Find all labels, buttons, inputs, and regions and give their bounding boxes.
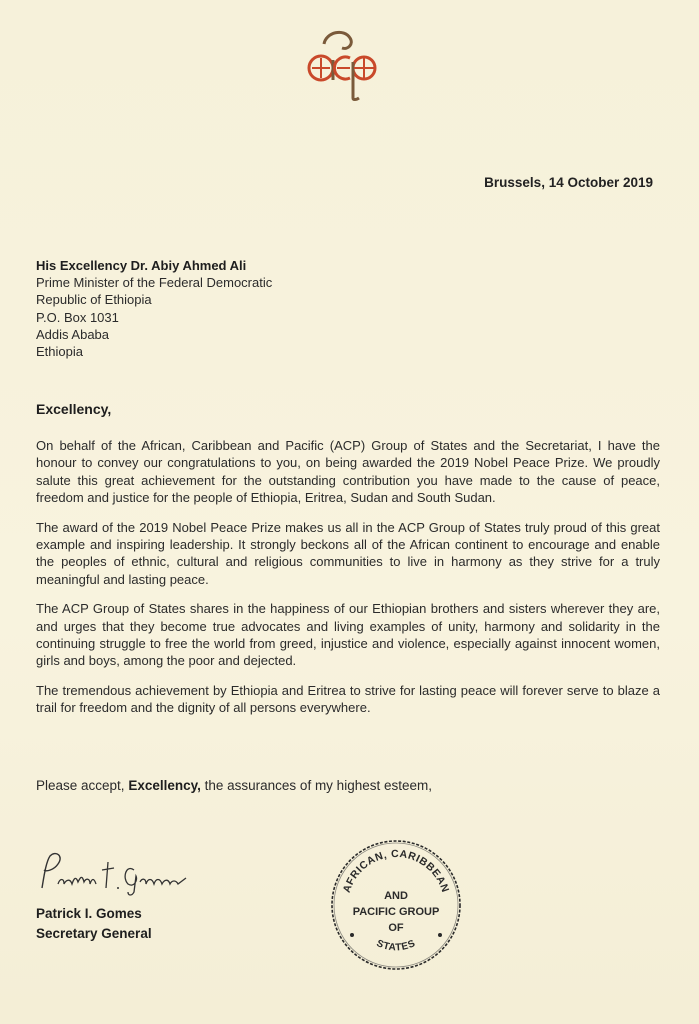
handwritten-signature — [30, 848, 200, 900]
signer-title: Secretary General — [36, 926, 152, 941]
stamp-line-3: OF — [388, 922, 404, 934]
svg-text:STATES — [375, 938, 418, 953]
recipient-line: Addis Ababa — [36, 326, 110, 342]
recipient-line: Prime Minister of the Federal Democratic — [36, 275, 273, 291]
stamp-line-1: AND — [384, 890, 408, 902]
stamp-arc-bottom: STATES — [374, 938, 418, 954]
salutation: Excellency, — [36, 401, 112, 417]
letter-date: Brussels, 14 October 2019 — [484, 175, 653, 190]
recipient-address — [36, 257, 272, 360]
recipient-line: Republic of Ethiopia — [36, 292, 152, 308]
recipient-line: Ethiopia — [36, 344, 83, 360]
body-paragraph: The award of the 2019 Nobel Peace Prize makes us all in the ACP Group of States truly proud of this great example and inspiring leadership. It strongly beckons all of the African continent to encourage and enable the peoples of ethnic, cultural and religious communities to live in harmony as they strive for a truly meaningful and lasting peace. — [36, 519, 660, 587]
body-paragraph: The ACP Group of States shares in the happiness of our Ethiopian brothers and sisters wherever they are, and urges that they become true advocates and living examples of unity, harmony and solidarity in the continuing struggle to free the world from greed, injustice and violence, especially against innocent women, girls and boys, among the poor and dejected. — [36, 601, 660, 669]
body-paragraph: The tremendous achievement by Ethiopia and Eritrea to strive for lasting peace will forever serve to blaze a trail for freedom and the dignity of all persons everywhere. — [36, 682, 660, 716]
signer-name: Patrick I. Gomes — [36, 906, 142, 921]
stamp-arc-top: AFRICAN, CARIBBEAN — [340, 847, 452, 895]
body-paragraph: On behalf of the African, Caribbean and Pacific (ACP) Group of States and the Secretariat, I have the honour to convey our congratulations to you, on being awarded the 2019 Nobel Peace Prize. We proudly salute this great achievement for the outstanding contribution you have made to the cause of peace, freedom and justice for the people of Ethiopia, Eritrea, Sudan and South Sudan. — [36, 438, 660, 506]
closing-before: Please accept, — [36, 778, 129, 793]
acp-logo-icon — [304, 26, 380, 102]
signer-block — [36, 904, 152, 944]
stamp-line-2: PACIFIC GROUP — [352, 906, 440, 918]
closing-after: the assurances of my highest esteem, — [200, 778, 432, 793]
official-stamp — [326, 835, 466, 975]
recipient-name: His Excellency Dr. Abiy Ahmed Ali — [36, 258, 247, 273]
closing-emphasis: Excellency, — [128, 778, 201, 793]
closing-line — [36, 778, 432, 793]
letter-body — [36, 437, 660, 729]
recipient-line: P.O. Box 1031 — [36, 309, 119, 325]
